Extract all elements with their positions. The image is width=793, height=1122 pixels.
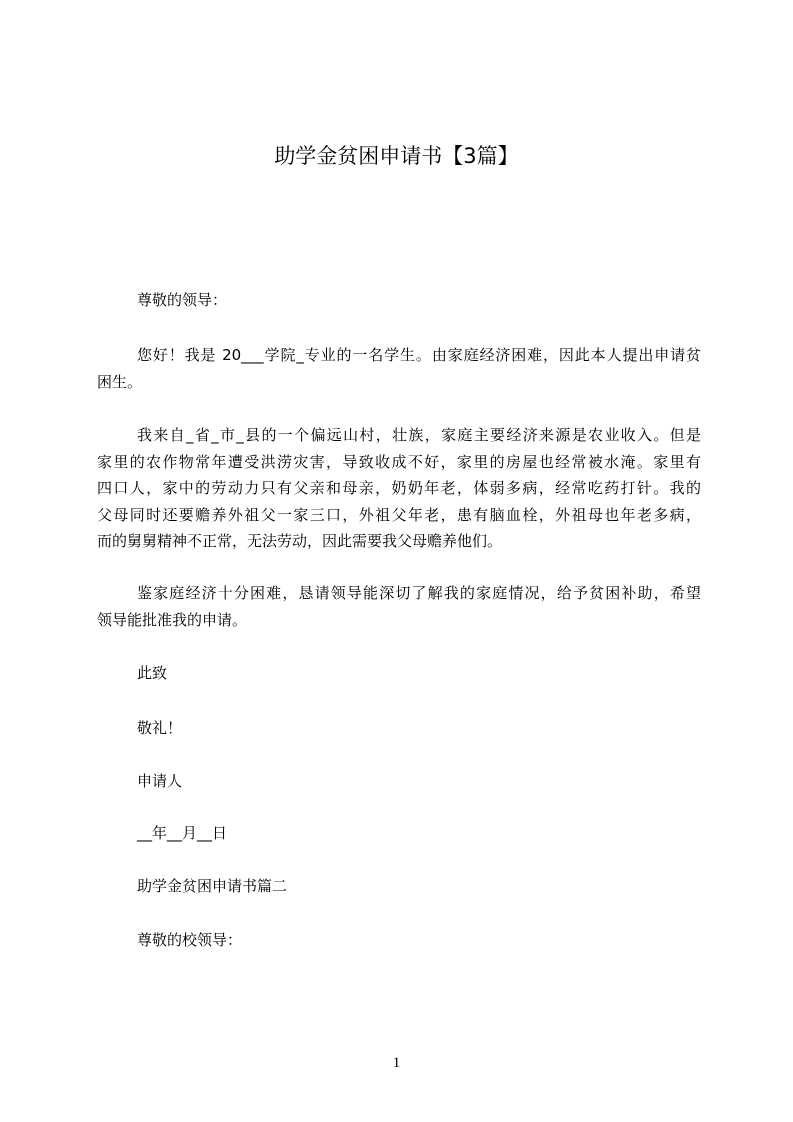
paragraph-3 xyxy=(97,580,701,634)
closing-jing-li: 敬礼！ xyxy=(137,719,183,737)
closing-ci-zhi: 此致 xyxy=(137,664,168,682)
date-line: __年__月__日 xyxy=(137,824,228,842)
paragraph-line: 而的舅舅精神不正常，无法劳动，因此需要我父母赡养他们。 xyxy=(97,532,503,550)
page-number: 1 xyxy=(392,1055,401,1071)
section-2-salutation: 尊敬的校领导： xyxy=(137,931,243,949)
paragraph-1 xyxy=(97,342,701,396)
salutation: 尊敬的领导： xyxy=(137,291,228,309)
applicant-label: 申请人 xyxy=(137,772,183,790)
paragraph-line: 父母同时还要赡养外祖父一家三口，外祖父年老，患有脑血栓，外祖母也年老多病， xyxy=(97,505,701,524)
paragraph-line: 领导能批准我的申请。 xyxy=(97,611,248,629)
paragraph-line: 鉴家庭经济十分困难，恳请领导能深切了解我的家庭情况，给予贫困补助，希望 xyxy=(137,584,701,602)
paragraph-line: 您好！我是 20___学院_专业的一名学生。由家庭经济困难，因此本人提出申请贫 xyxy=(137,346,701,364)
document-title: 助学金贫困申请书【3篇】 xyxy=(274,144,519,168)
section-2-title: 助学金贫困申请书篇二 xyxy=(137,877,288,895)
paragraph-line: 我来自_省_市_县的一个偏远山村，壮族，家庭主要经济来源是农业收入。但是 xyxy=(137,426,701,444)
paragraph-2 xyxy=(97,422,701,555)
paragraph-line: 家里的农作物常年遭受洪涝灾害，导致收成不好，家里的房屋也经常被水淹。家里有 xyxy=(97,452,701,471)
paragraph-line: 困生。 xyxy=(97,373,143,391)
paragraph-line: 四口人，家中的劳动力只有父亲和母亲，奶奶年老，体弱多病，经常吃药打针。我的 xyxy=(97,479,701,497)
